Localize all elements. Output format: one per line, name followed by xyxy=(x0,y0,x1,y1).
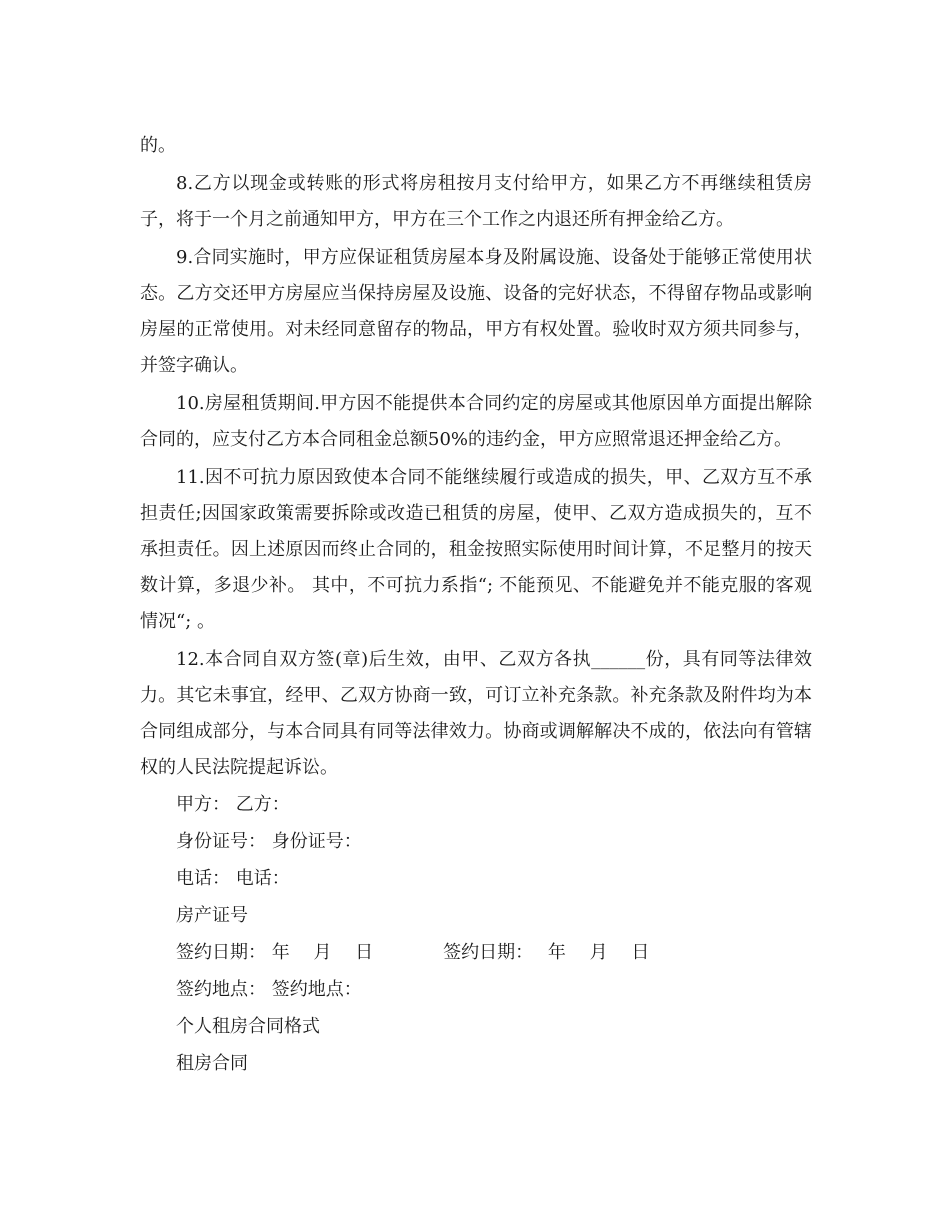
paragraph-continuation: 的。 xyxy=(140,135,176,156)
id-number-line: 身份证号： 身份证号： xyxy=(176,831,362,852)
clause-12: 12.本合同自双方签(章)后生效，由甲、乙双方各执______份，具有同等法律效力。其它未事宜，经甲、乙双方协商一致，可订立补充条款。补充条款及附件均为本合同组成部分，与本合同具有同等法律效力。协商或调解解决不成的，依法向有管辖权的人民法院提起诉讼。 xyxy=(140,649,812,778)
sign-date-party-a: 签约日期： 年 月 日 xyxy=(176,942,374,963)
next-document-subtitle: 租房合同 xyxy=(176,1053,248,1074)
property-certificate-line: 房产证号 xyxy=(176,905,248,926)
party-signature-line: 甲方： 乙方： xyxy=(176,794,290,815)
clause-10: 10.房屋租赁期间.甲方因不能提供本合同约定的房屋或其他原因单方面提出解除合同的，应支付乙方本合同租金总额50%的违约金，甲方应照常退还押金给乙方。 xyxy=(140,393,812,450)
sign-date-line xyxy=(140,934,812,971)
clause-8: 8.乙方以现金或转账的形式将房租按月支付给甲方，如果乙方不再继续租赁房子，将于一个月之前通知甲方，甲方在三个工作之内退还所有押金给乙方。 xyxy=(140,173,812,230)
sign-place-line: 签约地点： 签约地点： xyxy=(176,979,362,1000)
next-document-title: 个人租房合同格式 xyxy=(176,1016,320,1037)
clause-9: 9.合同实施时，甲方应保证租赁房屋本身及附属设施、设备处于能够正常使用状态。乙方交还甲方房屋应当保持房屋及设施、设备的完好状态，不得留存物品或影响房屋的正常使用。对未经同意留存的物品，甲方有权处置。验收时双方须共同参与，并签字确认。 xyxy=(140,247,812,376)
phone-line: 电话： 电话： xyxy=(176,868,290,889)
document-body xyxy=(140,128,812,1082)
sign-date-party-b: 签约日期： 年 月 日 xyxy=(443,942,650,963)
clause-11: 11.因不可抗力原因致使本合同不能继续履行或造成的损失，甲、乙双方互不承担责任;因国家政策需要拆除或改造已租赁的房屋，使甲、乙双方造成损失的，互不承担责任。因上述原因而终止合同的，租金按照实际使用时间计算，不足整月的按天数计算，多退少补。 其中，不可抗力系指“; 不能预见、不能避免并不能克服的客观情况“; 。 xyxy=(140,467,812,632)
